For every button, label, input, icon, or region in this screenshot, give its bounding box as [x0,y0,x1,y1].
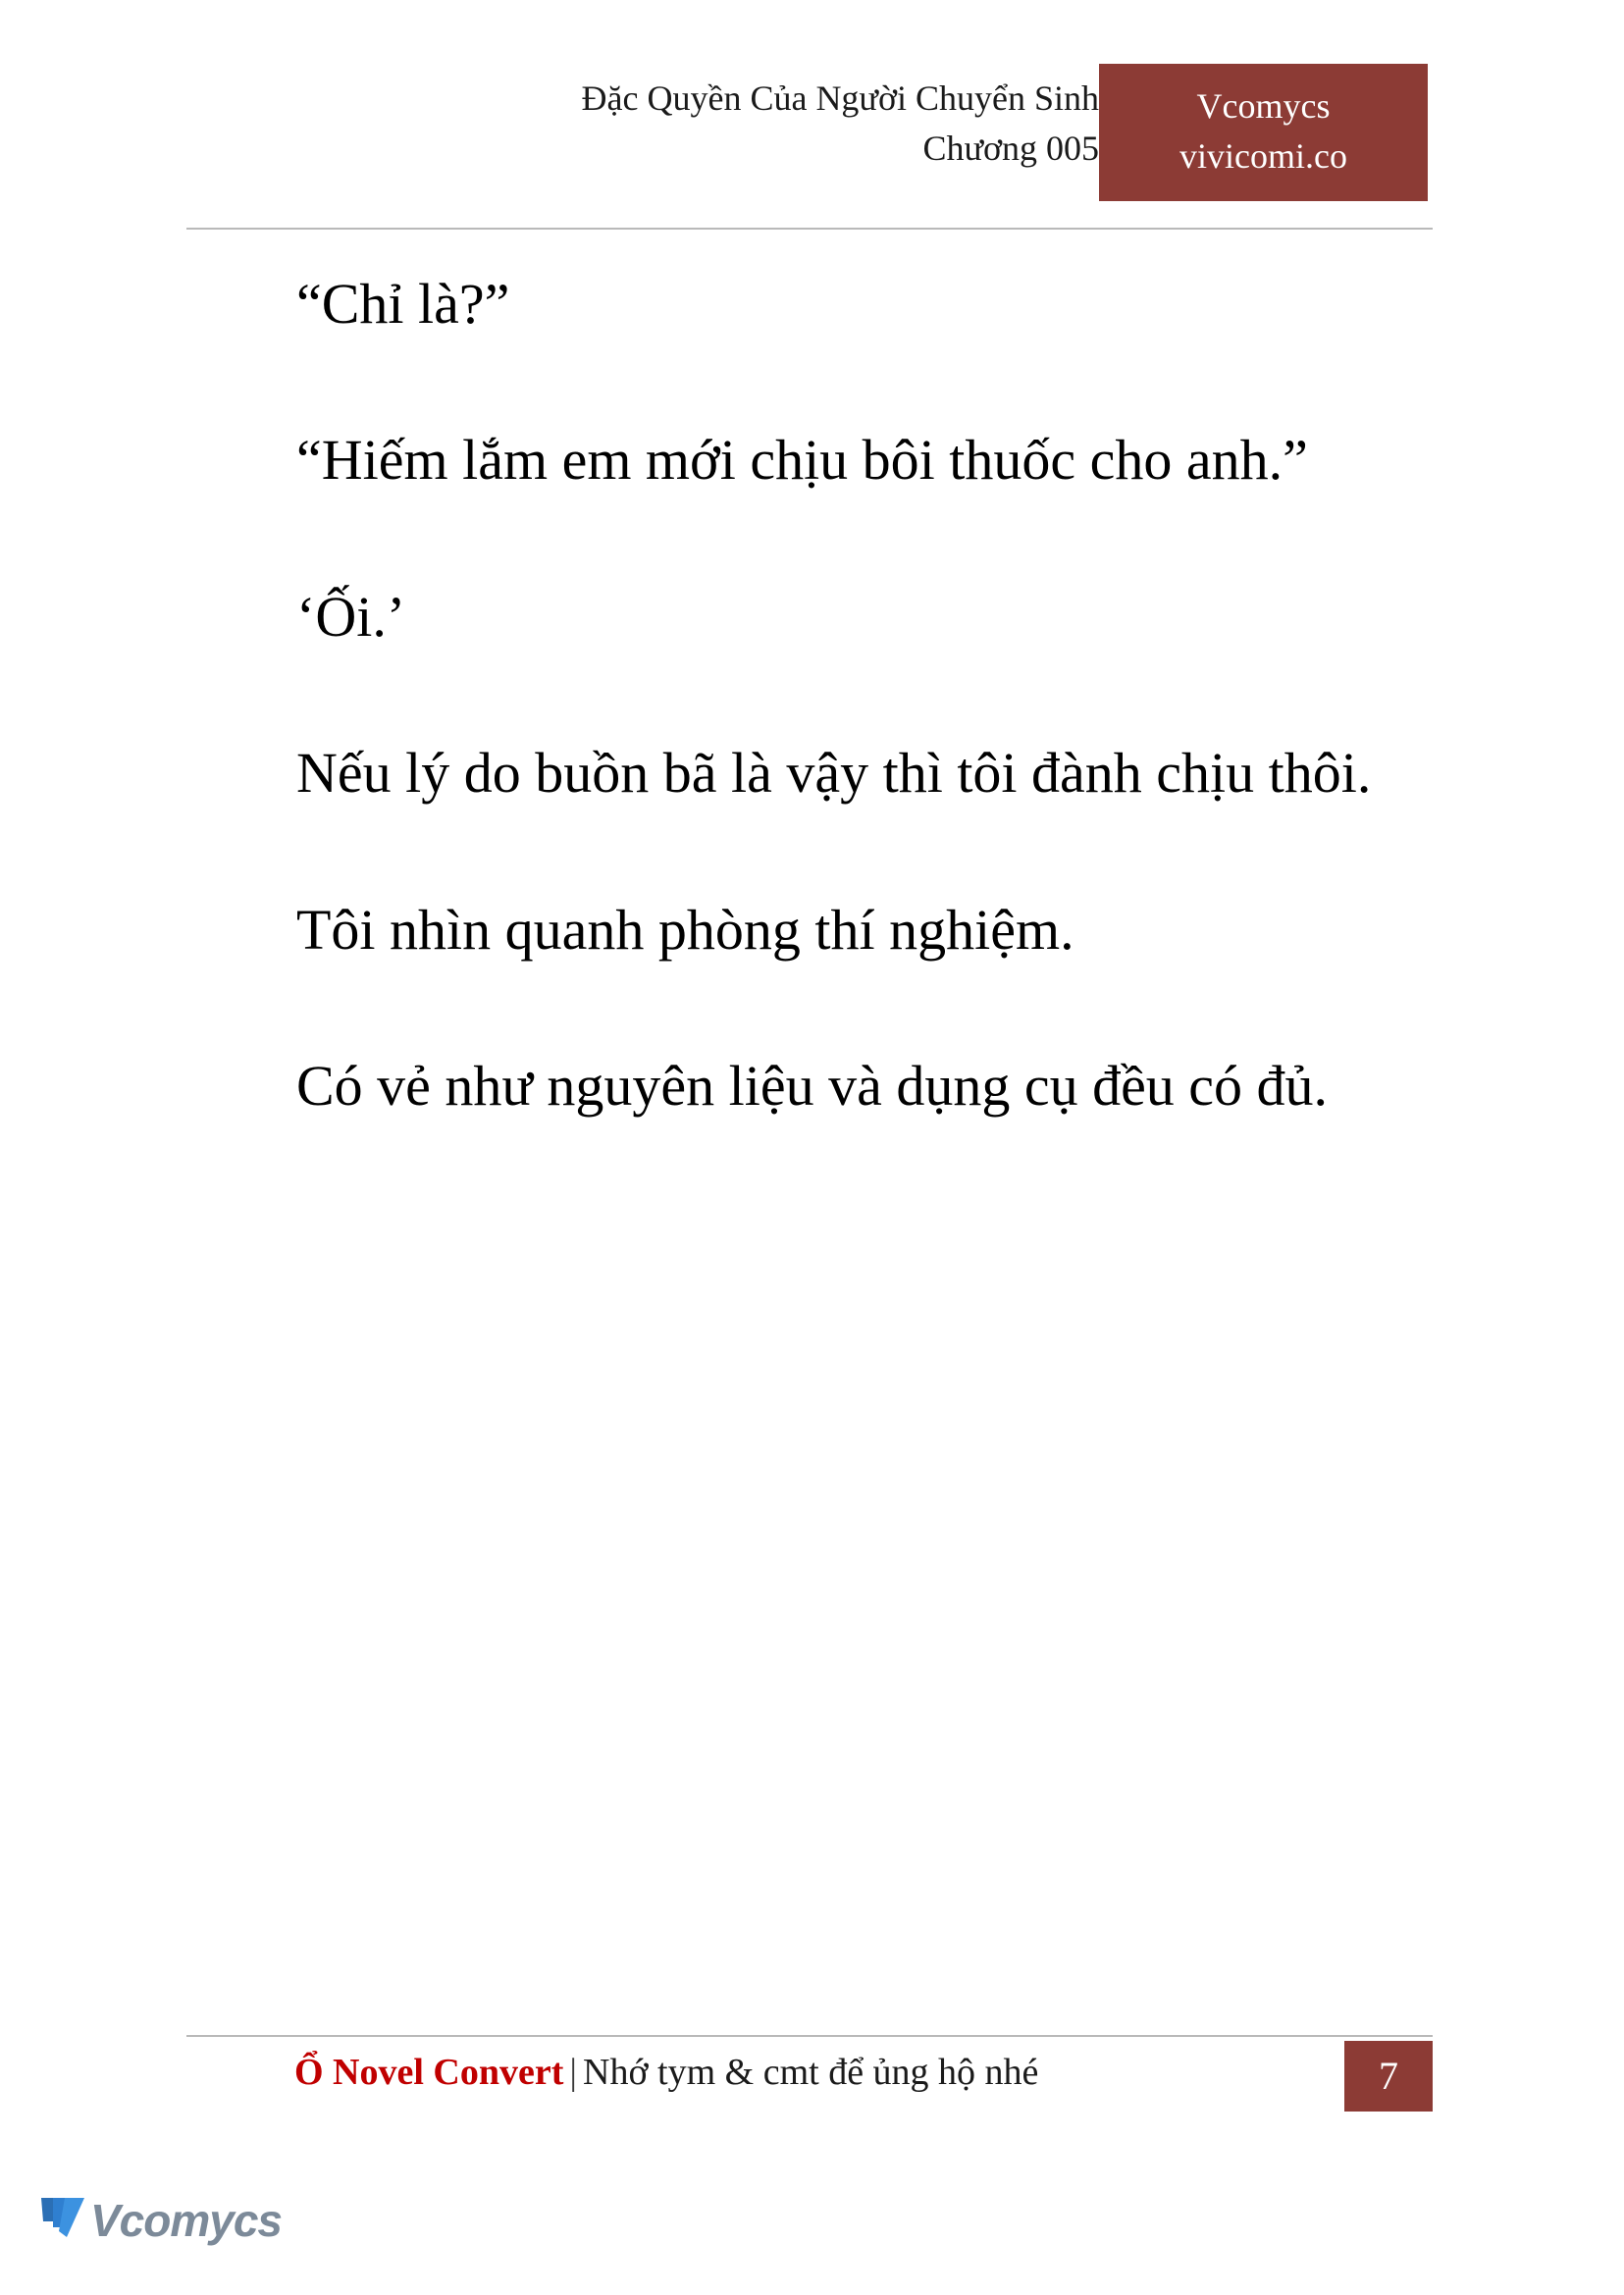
paragraph: Có vẻ như nguyên liệu và dụng cụ đều có đủ. [296,1053,1329,1118]
footer-note: Nhớ tym & cmt để ủng hộ nhé [583,2052,1039,2093]
watermark-text: Vcomycs [90,2195,283,2246]
paragraph: Nếu lý do buồn bã là vậy thì tôi đành chịu thôi. [296,741,1372,806]
footer-brand: Ổ Novel Convert [294,2052,564,2093]
page-number: 7 [1344,2041,1433,2112]
site-badge [1099,64,1428,201]
vcomycs-logo-icon [39,2192,92,2245]
novel-title: Đặc Quyền Của Người Chuyển Sinh [581,78,1099,118]
page-header [186,74,1433,231]
site-badge-url: vivicomi.co [1179,136,1347,177]
paragraph: “Hiếm lắm em mới chịu bôi thuốc cho anh.” [296,428,1308,493]
page-content [188,267,1435,1205]
header-title-block [582,74,1099,174]
site-badge-name: Vcomycs [1196,86,1331,126]
page-footer [186,2041,1433,2112]
paragraph: ‘Ối.’ [296,584,406,649]
footer-divider [186,2035,1433,2037]
watermark-logo [39,2188,283,2257]
footer-credit [294,2051,1038,2094]
paragraph: “Chỉ là?” [296,272,510,336]
header-divider [186,228,1433,230]
paragraph: Tôi nhìn quanh phòng thí nghiệm. [296,897,1074,962]
chapter-title: Chương 005 [922,129,1099,169]
footer-separator: | [569,2052,577,2093]
